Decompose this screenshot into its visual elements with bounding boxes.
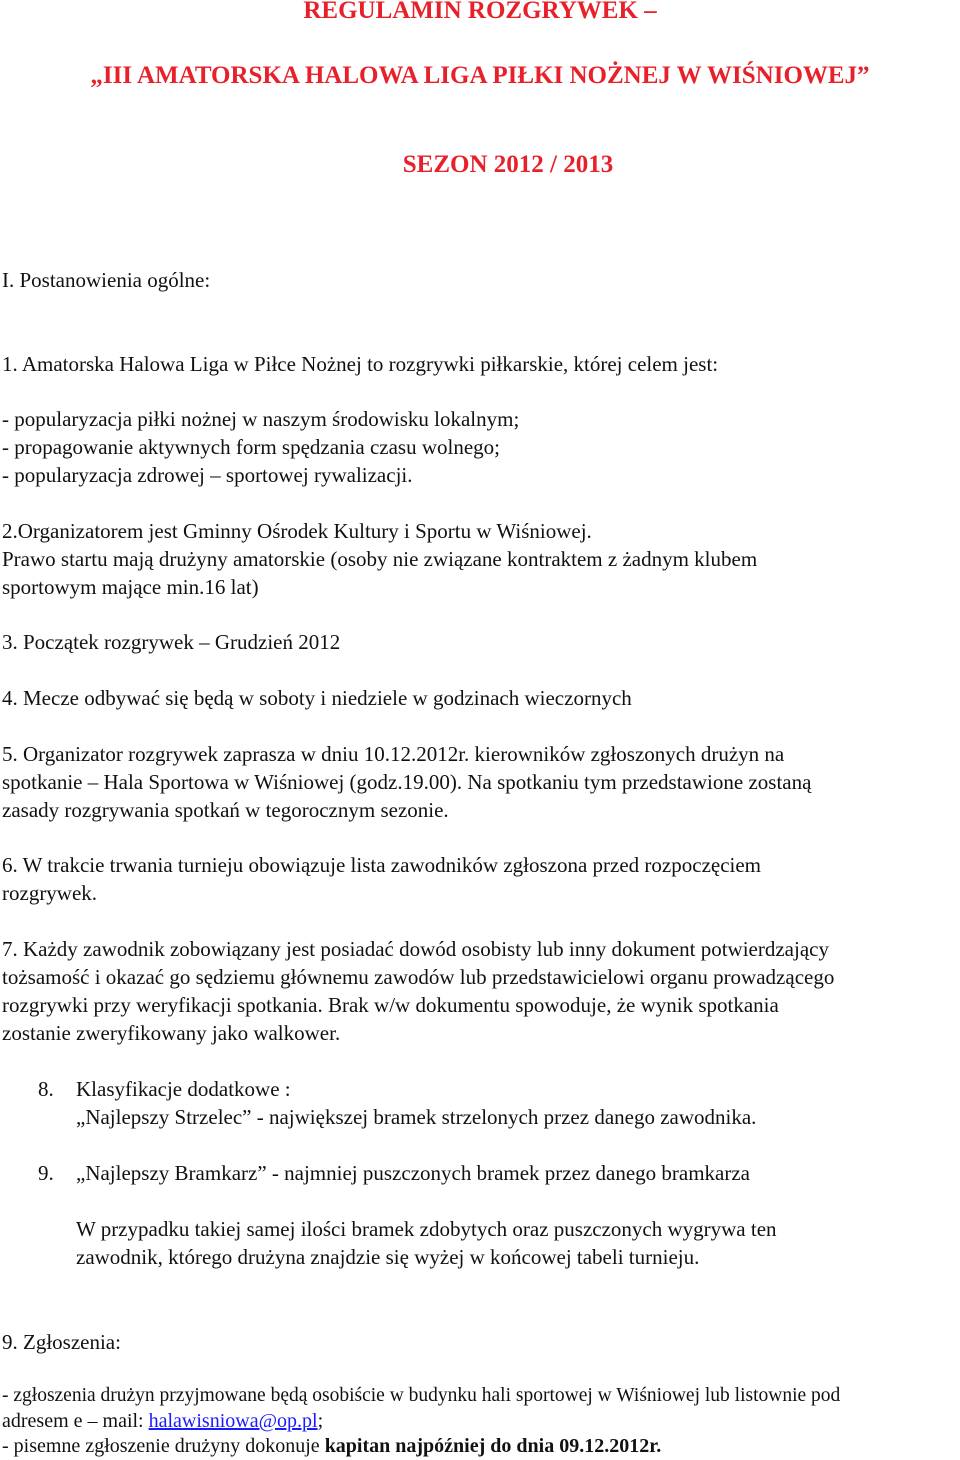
registration-line2-suffix: ; bbox=[317, 1410, 324, 1432]
section-heading-general: I. Postanowienia ogólne: bbox=[2, 268, 211, 292]
registration-line1: - zgłoszenia drużyn przyjmowane będą osobiście w budynku hali sportowej w Wiśniowej lub listownie pod bbox=[2, 1385, 841, 1406]
registration-line2 bbox=[2, 1409, 323, 1433]
paragraph-7-line1: 7. Każdy zawodnik zobowiązany jest posiadać dowód osobisty lub inny dokument potwierdzający bbox=[2, 937, 829, 961]
paragraph-5-line2: spotkanie – Hala Sportowa w Wiśniowej (godz.19.00). Na spotkaniu tym przedstawione zostaną bbox=[2, 770, 812, 794]
registration-line2-prefix: adresem e – mail: bbox=[2, 1410, 149, 1432]
document-title: REGULAMIN ROZGRYWEK – bbox=[303, 0, 657, 24]
paragraph-5-line1: 5. Organizator rozgrywek zaprasza w dniu 10.12.2012r. kierowników zgłoszonych drużyn na bbox=[2, 742, 785, 766]
paragraph-2: 2.Organizatorem jest Gminny Ośrodek Kultury i Sportu w Wiśniowej. bbox=[2, 519, 592, 543]
paragraph-2b-line1: Prawo startu mają drużyny amatorskie (osoby nie związane kontraktem z żadnym klubem bbox=[2, 547, 758, 571]
tiebreak-note-line2: zawodnik, którego drużyna znajdzie się wyżej w końcowej tabeli turnieju. bbox=[76, 1245, 700, 1269]
paragraph-7-line4: zostanie zweryfikowany jako walkower. bbox=[2, 1021, 341, 1045]
goal-item: - popularyzacja zdrowej – sportowej rywalizacji. bbox=[2, 463, 413, 487]
registration-line3 bbox=[2, 1434, 661, 1458]
item-9-number: 9. bbox=[38, 1161, 54, 1185]
paragraph-5-line3: zasady rozgrywania spotkań w tegorocznym sezonie. bbox=[2, 798, 449, 822]
tiebreak-note-line1: W przypadku takiej samej ilości bramek zdobytych oraz puszczonych wygrywa ten bbox=[76, 1217, 777, 1241]
paragraph-4: 4. Mecze odbywać się będą w soboty i niedziele w godzinach wieczornych bbox=[2, 686, 632, 710]
goal-item: - popularyzacja piłki nożnej w naszym środowisku lokalnym; bbox=[2, 407, 520, 431]
paragraph-6-line1: 6. W trakcie trwania turnieju obowiązuje lista zawodników zgłoszona przed rozpoczęciem bbox=[2, 853, 762, 877]
season-label: SEZON 2012 / 2013 bbox=[402, 151, 614, 178]
item-9-line1: „Najlepszy Bramkarz” - najmniej puszczonych bramek przez danego bramkarza bbox=[76, 1161, 750, 1185]
registration-line3-prefix: - pisemne zgłoszenie drużyny dokonuje bbox=[2, 1435, 325, 1457]
paragraph-2b-line2: sportowym mające min.16 lat) bbox=[2, 575, 259, 599]
paragraph-6-line2: rozgrywek. bbox=[2, 881, 98, 905]
goal-item: - propagowanie aktywnych form spędzania czasu wolnego; bbox=[2, 435, 500, 459]
item-8-line1: Klasyfikacje dodatkowe : bbox=[76, 1077, 291, 1101]
registration-deadline: kapitan najpóźniej do dnia 09.12.2012r. bbox=[324, 1435, 662, 1457]
paragraph-7-line3: rozgrywki przy weryfikacji spotkania. Brak w/w dokumentu spowoduje, że wynik spotkania bbox=[2, 993, 779, 1017]
item-8-number: 8. bbox=[38, 1077, 54, 1101]
section-heading-registration: 9. Zgłoszenia: bbox=[2, 1330, 121, 1354]
paragraph-3: 3. Początek rozgrywek – Grudzień 2012 bbox=[2, 630, 341, 654]
item-8-line2: „Najlepszy Strzelec” - największej bramek strzelonych przez danego zawodnika. bbox=[76, 1105, 757, 1129]
email-link[interactable]: halawisniowa@op.pl bbox=[148, 1410, 318, 1432]
league-name: „III AMATORSKA HALOWA LIGA PIŁKI NOŻNEJ W WIŚNIOWEJ” bbox=[90, 62, 870, 89]
paragraph-7-line2: tożsamość i okazać go sędziemu głównemu zawodów lub przedstawicielowi organu prowadzącego bbox=[2, 965, 835, 989]
paragraph-1: 1. Amatorska Halowa Liga w Piłce Nożnej to rozgrywki piłkarskie, której celem jest: bbox=[2, 352, 719, 376]
